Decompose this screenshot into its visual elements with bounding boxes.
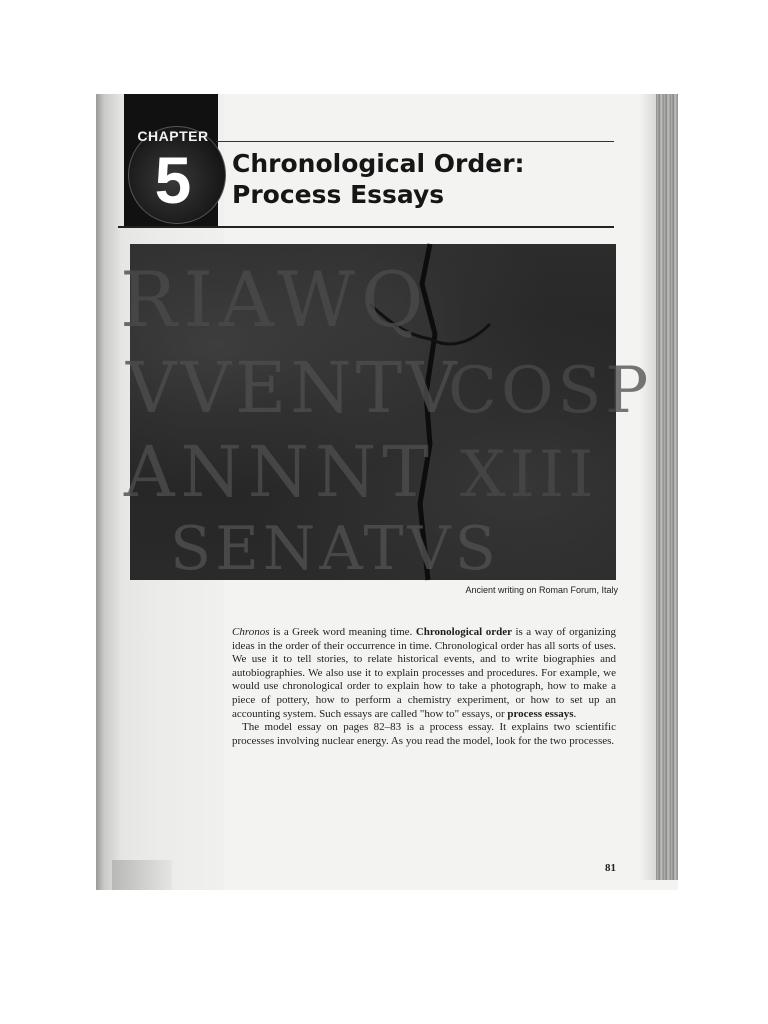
page-left-shadow-bottom <box>112 860 172 890</box>
page-number: 81 <box>605 862 616 874</box>
term-process-essays: process essays <box>507 707 574 720</box>
term-chronological-order: Chronological order <box>415 626 512 638</box>
inscription-photo-art <box>120 244 653 584</box>
page-right-binding-edge <box>656 94 678 880</box>
title-rule-bottom <box>118 226 614 228</box>
intro-text-b: is a way of organizing ideas in the order of their occurrence in time. Chronological order has all sorts of uses. We use it to tell stories, to relate historical events, and to write biographies and autobiographies. We also use it to explain processes and procedures. For example, we would use chronological order to explain how to take a photograph, how to make a piece of pottery, how to perform a chemistry experiment, or how to set up an accounting system. Such essays are called "how to" essays, or <box>232 626 616 720</box>
inscription-line-1: RIAWQ <box>120 255 430 344</box>
inscription-line-4: SENATVS <box>170 514 500 584</box>
inscription-right-1: COSP <box>448 354 653 428</box>
intro-paragraph-1 <box>232 626 616 721</box>
page-right-fade <box>640 94 656 880</box>
intro-text-c: . <box>573 707 577 720</box>
chapter-label: CHAPTER <box>137 128 209 144</box>
chapter-title-line-2: Process Essays <box>232 180 445 209</box>
inscription-line-3: ANNNT <box>124 431 435 513</box>
photo-caption: Ancient writing on Roman Forum, Italy <box>465 585 618 595</box>
intro-paragraph-2: The model essay on pages 82–83 is a process essay. It explains two scientific processes involving nuclear energy. As you read the model, look for the two processes. <box>232 721 616 747</box>
inscription-photo <box>120 244 653 584</box>
chapter-title <box>232 148 622 210</box>
inscription-right-2: XIII <box>460 438 598 512</box>
intro-text-a: is a Greek word meaning time. <box>269 626 416 638</box>
title-rule-top <box>216 141 614 142</box>
chapter-number: 5 <box>154 143 192 217</box>
term-chronos: Chronos <box>232 626 270 638</box>
chapter-title-line-1: Chronological Order: <box>232 149 525 178</box>
chapter-intro-text <box>232 626 616 748</box>
inscription-line-2: VVENTV <box>126 347 461 429</box>
